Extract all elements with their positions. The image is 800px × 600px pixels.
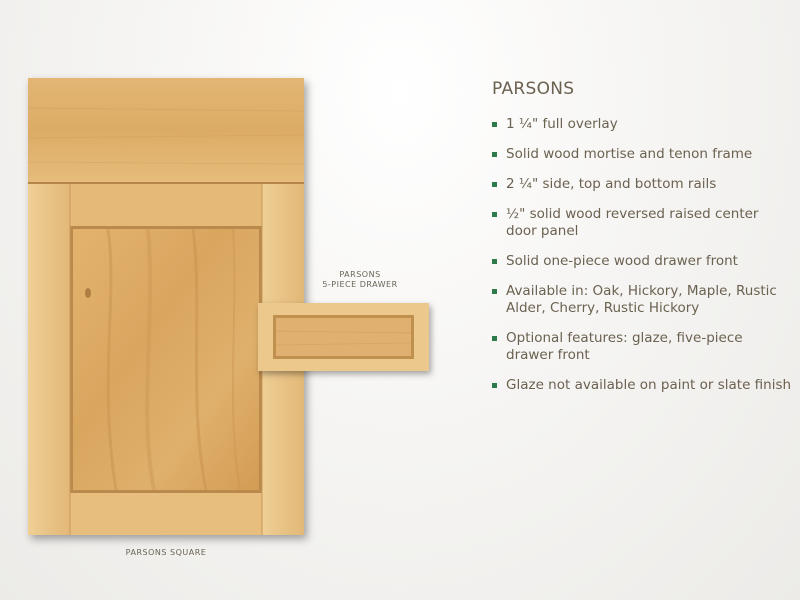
door-center-panel [73, 229, 259, 490]
feature-item [492, 283, 792, 317]
feature-list [492, 116, 792, 407]
bullet-icon [492, 259, 497, 264]
bullet-icon [492, 152, 497, 157]
product-title: PARSONS [492, 79, 575, 99]
feature-text: 2 ¼" side, top and bottom rails [506, 176, 717, 192]
door-bottom-rail [70, 493, 262, 535]
bullet-icon [492, 182, 497, 187]
top-drawer-front [28, 78, 304, 184]
feature-text: Glaze not available on paint or slate finish [506, 377, 792, 393]
drawer-caption-line2: 5-PIECE DRAWER [322, 280, 398, 289]
feature-item [492, 206, 792, 240]
bullet-icon [492, 336, 497, 341]
bullet-icon [492, 289, 497, 294]
drawer-caption-line1: PARSONS [339, 270, 381, 279]
bullet-icon [492, 212, 497, 217]
feature-item [492, 146, 792, 163]
door-top-rail [70, 184, 262, 226]
feature-text: Solid wood mortise and tenon frame [506, 146, 753, 162]
parsons-5-piece-drawer-image [258, 303, 429, 371]
feature-text: Optional features: glaze, five-piece drawer front [506, 330, 743, 363]
door-left-stile [28, 184, 70, 535]
door-caption: PARSONS SQUARE [125, 548, 207, 557]
feature-text: ½" solid wood reversed raised center door panel [506, 206, 759, 239]
feature-item [492, 377, 792, 394]
feature-text: 1 ¼" full overlay [506, 116, 618, 132]
feature-text: Available in: Oak, Hickory, Maple, Rustic Alder, Cherry, Rustic Hickory [506, 283, 777, 316]
bullet-icon [492, 122, 497, 127]
drawer-caption [290, 270, 430, 290]
bullet-icon [492, 383, 497, 388]
feature-item [492, 176, 792, 193]
feature-text: Solid one-piece wood drawer front [506, 253, 738, 269]
feature-item [492, 253, 792, 270]
feature-item [492, 330, 792, 364]
feature-item [492, 116, 792, 133]
